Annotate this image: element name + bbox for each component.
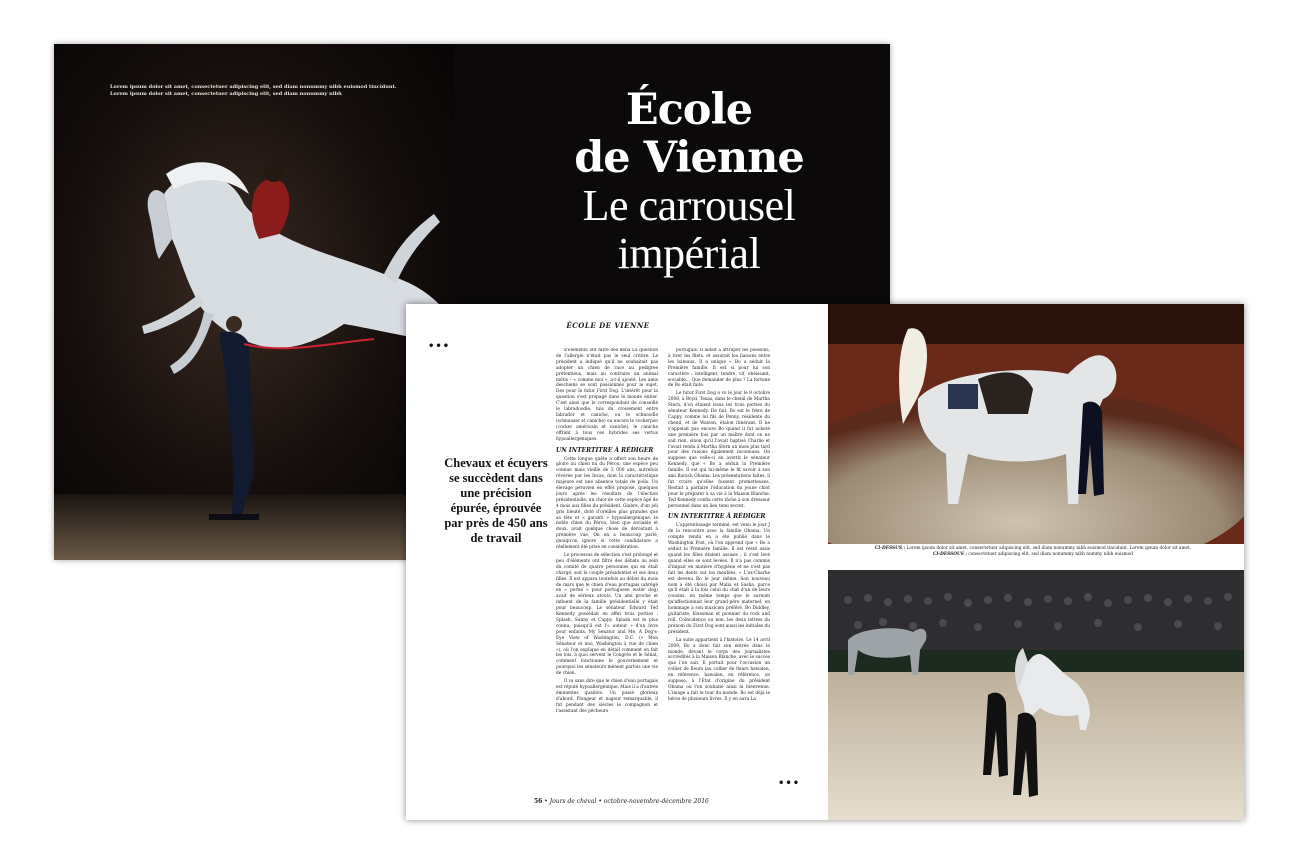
headline-line-2: de Vienne: [574, 133, 804, 183]
caption-below: [828, 552, 1238, 558]
horse-capriole-photo: [54, 44, 454, 560]
paragraph: Cette longue quête a offert son heure de gloire au chien nu du Pérou, une espèce peu connue mais vieille de 3 000 ans, autrefois révérée par les Incas, dont la caractéristique majeure est une absence totale de poils. Un élevage péruvien en effet proposé, quelques jours après les résultats de l'élection présidentielle, un chiot de cette espèce âgé de 4 mois aux filles du président. Glabre, d'un joli gris bleuté, doté d'oreilles plus grandes que sa tête et « garanti » hypoallergénique, le noble chien du Pérou, bien que sociable et doux, avait quelque chose de déroutant à première vue. On en a beaucoup parlé, quoiqu'on ignore si cette candidature a réellement été prise en considération.: [556, 456, 658, 551]
caption-text-below: consectetuer adipiscing elit, sed diam nonummy nibh nummy nibh euismod: [966, 552, 1134, 557]
paragraph: Le processus de sélection s'est prolongé et peu d'éléments ont filtré des débats au sein du comité de quatre personnes qui en était chargé, soit le couple présidentiel et ses deux filles. Il est apparu toutefois au début du mois de mars que le chien d'eau portugais (abrégé en « portie » pour portuguese water dog) avait de sérieux atouts. Un ami proche et influent de la famille présidentielle y était pour beaucoup. Le sénateur Edward Ted Kennedy possédait en effet trois porties : Splash, Sunny et Cappy. Splash est le plus connu, puisqu'il est l'« auteur » d'un livre pour enfants, My Senator and Me, A Dog's-Eye View of Washington, D.C. (« Mon Sénateur et moi, Washington à vue de chien »), où l'on explique en détail comment on fait les lois, à quoi servent le Congrès et le Sénat, comment fonctionne le gouvernement et pourquoi les sénateurs mènent parfois une vie de chien.: [556, 553, 658, 677]
paragraph: d'éléments ont filtré des déba La question de l'allergie n'était pas le seul critère. Le président a indiqué qu'il ne souhaitait pas adopter un chien de race au pedigree prétentieux, mais au contraire un animal métis – « comme moi », a-t-il ajouté. Les amis deschiens se sont passionnés pour le sujet. Des pour le futur First Dog. L'intérêt pour la question s'est propagé dans le monde entier. C'est ainsi que le correspondant de conseillé le labradoodle, tuis du croisement entre labrador et caniche, ou le schnoodle (schnauzer et caniche) ou encore le cockerpoo (cocker américain et caniche), le caniche offrant à tous ces hybrides ses vertus hypoallergéniques.: [556, 348, 658, 442]
front-spread: [406, 304, 1244, 820]
page-number: 56: [534, 798, 543, 805]
arena-performance-photo: [828, 570, 1244, 820]
text-column-2: [668, 348, 770, 784]
paragraph: Il va sans dire que le chien d'eau portugais est réputé hypoallergénique. Mais il a d'autres éminentes qualités. Un passé glorieux d'abord. Plongeur et nageur remarquable, il fut pendant des siècles le compagnon et l'assistant des pêcheurs: [556, 679, 658, 714]
text-page: [406, 304, 826, 820]
text-column-1: [556, 348, 658, 784]
section-label: ÉCOLE DE VIENNE: [566, 321, 650, 330]
paragraph: L'apprentissage terminé, est venu le jour J de la rencontre avec la famille Obama. Un compte rendu en a été publié dans le Washington Post, où l'on apprend que « Bo a séduit la Première famille. Il est resté assis quand les filles étaient assises ; il s'est levé quand elles se sont levées. Il n'a pas commis d'impair en matière d'hygiène et ne s'est pas fait les dents sur les meubles. » L'ex-Charlie est devenu Bo le jour même. Son nouveau nom a été choisi par Malia et Sasha, parce qu'il était à la fois celui du chat d'un de leurs cousins, en même temps que le surnom qu'affectionnait leur grand-père maternel, en hommage à son musicien préféré, Bo Diddley, guitariste, bluesman et pionnier du rock and roll. Coïncidence ou non, les deux lettres du prénom du First Dog sont aussi les initiales du président.: [668, 523, 770, 635]
headline-line-1: École: [625, 85, 753, 135]
caption-label-above: CI-DESSUS :: [874, 546, 906, 551]
pull-quote: Chevaux et écuyers se succèdent dans une précision épurée, éprouvée par près de 450 ans de travail: [444, 456, 548, 545]
folio-text: • Jours de cheval • octobre-novembre-décembre 2016: [542, 798, 709, 805]
caption-text-above: Lorem ipsum dolor sit amet, consectetuer adipiscing elit, sed diam nonummy nibh euismod tincidunt. Lorem ipsum dolor sit amet,: [905, 546, 1192, 551]
horse-piaffe-photo: [828, 304, 1244, 544]
continues-dots: •••: [778, 778, 801, 789]
paragraph: Le futur First Dog a vu le jour le 9 octobre 2008, à Boyd, Texas, dans le chenil de Martha Stern, d'où étaient issus les trois porties du sénateur Kennedy. De fait, Bo est le frère de Cappy, comme lui fils de Penny, résidente du chenil, et de Watson, étalon itinérant. Il ne s'appelait pas encore Bo quand il fut acheté une première fois par un maître dont on ne sait rien, sinon qu'il l'avait baptisé Charlie et l'avait rendu à Martha Stern un mois plus tard pour des raisons également inconnues. On suppose que celle-ci en avertit le sénateur Kennedy, que « Bo a séduit la Première famille. Il est qui lui-même le fit savoir à son ami Barack Obama. Les présentations faites, il fut croire qu'elles fussent prometteuses. Restait à parfaire l'éducation du jeune chiot pour le préparer à sa vie à la Maison Blanche. Ted Kennedy confia cette tâche à son dresseur personnel dans un lieu tenu secret.: [668, 391, 770, 509]
subheading: UN INTERTITRE À RÉDIGER: [556, 446, 654, 454]
photo-captions: [828, 546, 1238, 558]
headline-line-4: impérial: [617, 229, 761, 278]
continued-dots: •••: [428, 341, 451, 352]
headline-line-3: Le carrousel: [582, 181, 796, 230]
paragraph: La suite appartient à l'histoire. Le 14 avril 2009, Bo a donc fait son entrée dans le monde, devant le corps des journalistes accrédités à la Maison Blanche, avec le succès que l'on sait. Il portait pour l'occasion un collier de fleurs lau collier de fleurs hawaïen, en référence, hawaïen, en référence, on suppose, à l'État d'origine du président Obama où l'on souhaite ainsi la bienvenue. L'image a fait le tour du monde. Bo est déjà le héros de plusieurs livres. Il y en aura La: [668, 637, 770, 702]
page-folio: [534, 798, 709, 806]
subheading: UN INTERTITRE À RÉDIGER: [668, 513, 766, 521]
paragraph: portugais. Il aidait à attraper les poissons, à tirer les filets, et assurait les liaisons entre les bateaux. Il a unique « Bo a séduit la Première famille. Il est si pour lui son caractère : intelligent, tendre, vif, obéissant, sociable… Que demander de plus ? La fortune de Bo était faite.: [668, 348, 770, 389]
article-headline: [524, 86, 854, 278]
caption-label-below: CI-DESSOUS :: [932, 552, 967, 557]
photo-caption: Lorem ipsum dolor sit amet, consectetuer adipiscing elit, sed diam nonummy nibh euismod tincidunt. Lorem ipsum dolor sit amet, consectetuer adipiscing elit, sed diam nonummy nibh: [110, 84, 397, 97]
